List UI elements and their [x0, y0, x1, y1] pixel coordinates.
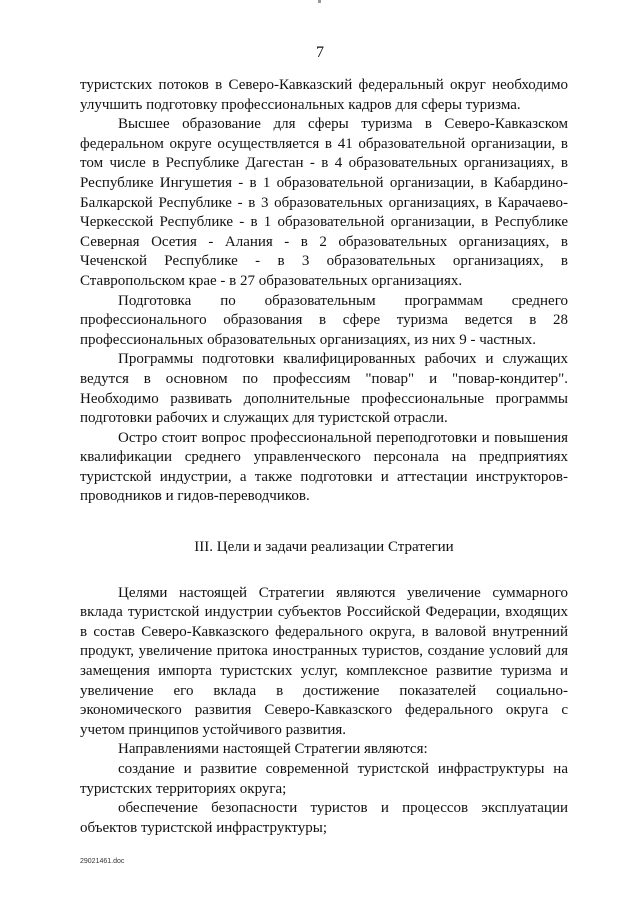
paragraph: обеспечение безопасности туристов и процессов эксплуатации объектов туристской инфраструктуры;: [80, 800, 568, 836]
page-number: 7: [316, 44, 324, 61]
section-heading: III. Цели и задачи реализации Стратегии: [194, 539, 454, 556]
section-body-part2: [80, 584, 568, 839]
document-body: [80, 76, 568, 838]
paragraph: Программы подготовки квалифицированных рабочих и служащих ведутся в основном по профессиям "повар" и "повар-кондитер". Необходимо развивать дополнительные профессиональные программы подготовки рабочих и служащих для туристской отрасли.: [80, 351, 568, 427]
paragraph: Направлениями настоящей Стратегии являются:: [118, 741, 428, 758]
paragraph: туристских потоков в Северо-Кавказский федеральный округ необходимо улучшить подготовку профессиональных кадров для сферы туризма.: [80, 77, 568, 113]
paragraph: создание и развитие современной туристской инфраструктуры на туристских территориях округа;: [80, 761, 568, 797]
paragraph: Остро стоит вопрос профессиональной переподготовки и повышения квалификации среднего управленческого персонала на предприятиях туристской индустрии, а также подготовки и аттестации инструкторов-проводников и гидов-переводчиков.: [80, 429, 568, 505]
paragraph: Подготовка по образовательным программам среднего профессионального образования в сфере туризма ведется в 28 профессиональных образовательных организациях, из них 9 - частных.: [80, 292, 568, 348]
document-footer-code: 29021461.doc: [80, 858, 125, 865]
paragraph: Высшее образование для сферы туризма в Северо-Кавказском федеральном округе осуществляется в 41 образовательной организации, в том числе в Республике Дагестан - в 4 образовательных организациях, в Республике Ингушетия - в 1 образовательной организации, в Кабардино-Балкарской Республике - в 3 образовательных организациях, в Карачаево-Черкесской Республике - в 1 образовательной организации, в Республике Северная Осетия - Алания - в 2 образовательных организациях, в Чеченской Республике - в 3 образовательных организациях, в Ставропольском крае - в 27 образовательных организациях.: [80, 116, 568, 289]
top-mark: [318, 0, 321, 3]
section-body-part1: [80, 76, 568, 507]
paragraph: Целями настоящей Стратегии являются увеличение суммарного вклада туристской индустрии субъектов Российской Федерации, входящих в состав Северо-Кавказского федерального округа, в валовой внутренний продукт, увеличение притока иностранных туристов, создание условий для замещения импорта туристских услуг, комплексное развитие туризма и увеличение его вклада в достижение показателей социально-экономического развития Северо-Кавказского федерального округа с учетом принципов устойчивого развития.: [80, 584, 568, 738]
